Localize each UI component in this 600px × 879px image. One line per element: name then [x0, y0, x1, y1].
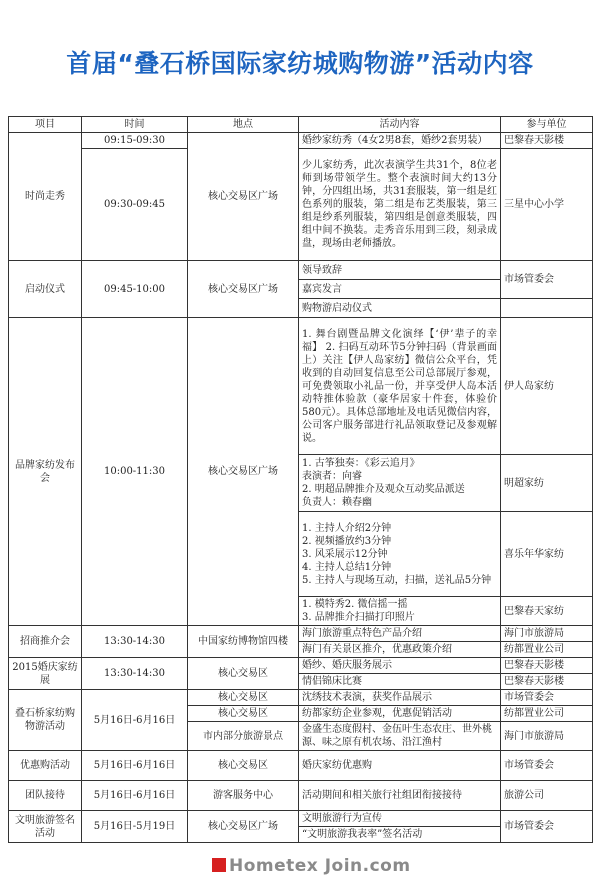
time-cell: 5月16日-6月16日 [82, 781, 188, 811]
header-unit: 参与单位 [501, 117, 593, 133]
unit-cell: 海门市旅游局 [501, 626, 593, 642]
table-row [9, 781, 593, 811]
unit-cell: 市场管委会 [501, 261, 593, 299]
activity-table [8, 116, 593, 843]
content-cell: 海门有关景区推介，优惠政策介绍 [299, 642, 501, 658]
table-row [9, 626, 593, 642]
place-cell: 核心交易区 [188, 751, 299, 781]
time-cell: 13:30-14:30 [82, 626, 188, 658]
content-cell: 少儿家纺秀，此次表演学生共31个，8位老师到场带领学生。整个表演时间大约13分钟，分四组出场，共31套服装，第一组是红色系列的服装，第二组是布艺类服装，第三组是纱系列服装，第四组是创意类服装，四组中间不换装。走秀音乐用到三段，刻录成盘，现场由老师播放。 [299, 149, 501, 261]
unit-cell: 明超家纺 [501, 455, 593, 512]
place-cell: 核心交易区广场 [188, 261, 299, 318]
empty-cell [501, 299, 593, 318]
table-row [9, 149, 593, 261]
content-cell: 嘉宾发言 [299, 280, 501, 299]
watermark-text: Hometex Join.com [229, 856, 411, 876]
content-cell: 纺都家纺企业参观，优惠促销活动 [299, 706, 501, 722]
content-cell: 金盛生态度假村、金伍叶生态农庄、世外桃源、味之原有机农场、沿江渔村 [299, 722, 501, 751]
table-row [9, 261, 593, 280]
place-cell: 核心交易区广场 [188, 133, 299, 261]
content-cell: 情侣锦床比赛 [299, 674, 501, 690]
content-cell: 1. 模特秀2. 微信摇一摇 3. 品牌推介扫描打印照片 [299, 597, 501, 626]
unit-cell: 巴黎春天家纺 [501, 597, 593, 626]
table-header-row [9, 117, 593, 133]
time-cell: 5月16日-6月16日 [82, 751, 188, 781]
place-cell: 市内部分旅游景点 [188, 722, 299, 751]
place-cell: 核心交易区 [188, 658, 299, 690]
table-row [9, 658, 593, 674]
time-cell: 5月16日-6月16日 [82, 690, 188, 751]
content-cell: 1. 舞台剧暨品牌文化演绎【‘伊’辈子的幸福】 2. 扫码互动环节5分钟扫码（背景画面上）关注【伊人岛家纺】微信公众平台，凭收到的自动回复信息至公司总部展厅参观，可免费领取小礼品一份，并享受伊人岛本活动特推体验款（豪华居家十件套，体验价580元）。具体总部地址及电话见微信内容，公司客户服务部进行礼品领取登记及参观解说。 [299, 318, 501, 455]
time-cell: 09:15-09:30 [82, 133, 188, 149]
content-cell: 领导致辞 [299, 261, 501, 280]
time-cell: 09:45-10:00 [82, 261, 188, 318]
content-cell: 沈绣技术表演，获奖作品展示 [299, 690, 501, 706]
content-cell: “文明旅游我表率”签名活动 [299, 827, 501, 843]
time-cell: 09:30-09:45 [82, 149, 188, 261]
item-cell: 团队接待 [9, 781, 82, 811]
time-cell: 13:30-14:30 [82, 658, 188, 690]
unit-cell: 喜乐年华家纺 [501, 512, 593, 597]
table-row [9, 751, 593, 781]
item-cell: 2015婚庆家纺展 [9, 658, 82, 690]
content-cell: 1. 古筝独奏：《彩云追月》 表演者：向睿 2. 明超品牌推介及观众互动奖品派送 负责人：赖春幽 [299, 455, 501, 512]
unit-cell: 市场管委会 [501, 690, 593, 706]
item-cell: 启动仪式 [9, 261, 82, 318]
content-cell: 婚纱家纺秀（4女2男8套，婚纱2套男装） [299, 133, 501, 149]
content-cell: 海门旅游重点特色产品介绍 [299, 626, 501, 642]
time-cell: 5月16日-5月19日 [82, 811, 188, 843]
unit-cell: 巴黎春天影楼 [501, 674, 593, 690]
time-cell: 10:00-11:30 [82, 318, 188, 626]
page-title: 首届“叠石桥国际家纺城购物游”活动内容 [66, 49, 534, 78]
unit-cell: 巴黎春天影楼 [501, 133, 593, 149]
place-cell: 游客服务中心 [188, 781, 299, 811]
place-cell: 核心交易区 [188, 690, 299, 706]
item-cell: 优惠购活动 [9, 751, 82, 781]
unit-cell: 旅游公司 [501, 781, 593, 811]
watermark-logo-icon [212, 858, 226, 872]
unit-cell: 市场管委会 [501, 811, 593, 843]
item-cell: 叠石桥家纺购物游活动 [9, 690, 82, 751]
header-place: 地点 [188, 117, 299, 133]
watermark [212, 856, 411, 876]
place-cell: 中国家纺博物馆四楼 [188, 626, 299, 658]
table-row [9, 690, 593, 706]
content-cell: 购物游启动仪式 [299, 299, 501, 318]
table-row [9, 318, 593, 455]
content-cell: 婚纱、婚庆服务展示 [299, 658, 501, 674]
item-cell: 文明旅游签名活动 [9, 811, 82, 843]
item-cell: 时尚走秀 [9, 133, 82, 261]
place-cell: 核心交易区广场 [188, 318, 299, 626]
unit-cell: 纺都置业公司 [501, 706, 593, 722]
item-cell: 招商推介会 [9, 626, 82, 658]
table-row [9, 133, 593, 149]
content-cell: 文明旅游行为宣传 [299, 811, 501, 827]
header-content: 活动内容 [299, 117, 501, 133]
header-item: 项目 [9, 117, 82, 133]
content-cell: 1. 主持人介绍2分钟 2. 视频播放约3分钟 3. 风采展示12分钟 4. 主持人总结1分钟 5. 主持人与现场互动，扫描，送礼品5分钟 [299, 512, 501, 597]
header-time: 时间 [82, 117, 188, 133]
unit-cell: 市场管委会 [501, 751, 593, 781]
content-cell: 活动期间和相关旅行社组团衔接接待 [299, 781, 501, 811]
table-row [9, 811, 593, 827]
unit-cell: 海门市旅游局 [501, 722, 593, 751]
unit-cell: 巴黎春天影楼 [501, 658, 593, 674]
item-cell: 品牌家纺发布会 [9, 318, 82, 626]
unit-cell: 伊人岛家纺 [501, 318, 593, 455]
place-cell: 核心交易区 [188, 706, 299, 722]
unit-cell: 纺都置业公司 [501, 642, 593, 658]
place-cell: 核心交易区广场 [188, 811, 299, 843]
content-cell: 婚庆家纺优惠购 [299, 751, 501, 781]
unit-cell: 三星中心小学 [501, 149, 593, 261]
